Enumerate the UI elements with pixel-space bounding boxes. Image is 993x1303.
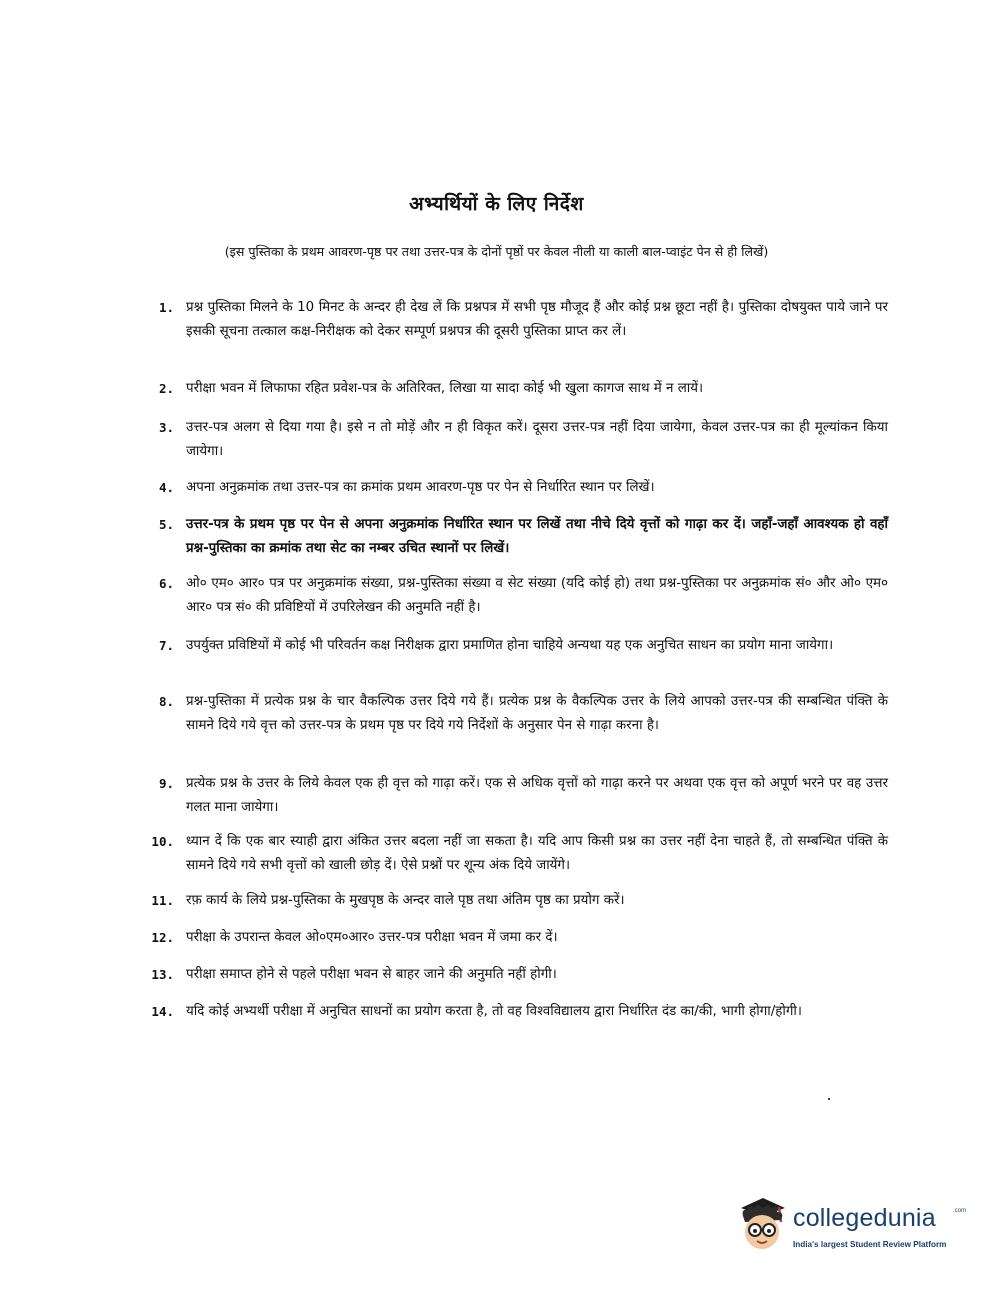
instruction-text: परीक्षा भवन में लिफाफा रहित प्रवेश-पत्र के अतिरिक्त, लिखा या सादा कोई भी खुला कागज साथ में न लायें। [186, 381, 704, 396]
instruction-number: 6. [158, 576, 174, 591]
instruction-item [148, 889, 888, 913]
brand-name: collegedunia [793, 1204, 936, 1232]
instruction-text: परीक्षा के उपरान्त केवल ओ०एम०आर० उत्तर-पत्र परीक्षा भवन में जमा कर दें। [186, 930, 558, 945]
instruction-number: 1. [158, 300, 174, 315]
instruction-text: प्रत्येक प्रश्न के उत्तर के लिये केवल एक ही वृत्त को गाढ़ा करें। एक से अधिक वृत्तों को गाढ़ा करने पर अथवा एक वृत्त को अपूर्ण भरने पर वह उत्तर गलत माना जायेगा। [186, 776, 888, 815]
instruction-number: 9. [158, 776, 174, 791]
instruction-item [148, 476, 888, 500]
collegedunia-watermark [735, 1194, 965, 1260]
instruction-text: ध्यान दें कि एक बार स्याही द्वारा अंकित उत्तर बदला नहीं जा सकता है। यदि आप किसी प्रश्न का उत्तर नहीं देना चाहते हैं, तो सम्बन्धित पंक्ति के सामने दिये गये सभी वृत्तों को खाली छोड़ दें। ऐसे प्रश्नों पर शून्य अंक दिये जायेंगे। [186, 834, 888, 873]
instruction-text: ओ० एम० आर० पत्र पर अनुक्रमांक संख्या, प्रश्न-पुस्तिका संख्या व सेट संख्या (यदि कोई हो) तथा प्रश्न-पुस्तिका पर अनुक्रमांक सं० और ओ० एम० आर० पत्र सं० की प्रविष्टियों में उपरिलेखन की अनुमति नहीं है। [186, 576, 888, 615]
page-subtitle: (इस पुस्तिका के प्रथम आवरण-पृष्ठ पर तथा उत्तर-पत्र के दोनों पृष्ठों पर केवल नीली या काली बाल-प्वाइंट पेन से ही लिखें) [224, 244, 769, 259]
instruction-text: अपना अनुक्रमांक तथा उत्तर-पत्र का क्रमांक प्रथम आवरण-पृष्ठ पर पेन से निर्धारित स्थान पर लिखें। [186, 480, 655, 495]
instruction-number: 5. [158, 517, 174, 532]
instruction-number: 8. [158, 694, 174, 709]
page-title: अभ्यर्थियों के लिए निर्देश [409, 193, 584, 215]
instruction-item [148, 830, 888, 878]
instruction-item [148, 296, 888, 344]
instruction-text: परीक्षा समाप्त होने से पहले परीक्षा भवन से बाहर जाने की अनुमति नहीं होगी। [186, 967, 557, 982]
instruction-number: 11. [151, 893, 174, 908]
instruction-number: 3. [158, 420, 174, 435]
instruction-item [148, 377, 888, 401]
brand-domain: .com [953, 1208, 967, 1214]
instruction-text: रफ़ कार्य के लिये प्रश्न-पुस्तिका के मुखपृष्ठ के अन्दर वाले पृष्ठ तथा अंतिम पृष्ठ का प्रयोग करें। [186, 893, 625, 908]
instruction-item [148, 772, 888, 820]
instruction-number: 4. [158, 480, 174, 495]
instruction-item [148, 572, 888, 620]
instruction-item [148, 690, 888, 738]
instruction-item [148, 513, 888, 561]
scan-speck [828, 1098, 830, 1100]
instruction-number: 12. [151, 930, 174, 945]
instruction-text: उत्तर-पत्र के प्रथम पृष्ठ पर पेन से अपना अनुक्रमांक निर्धारित स्थान पर लिखें तथा नीचे दिये वृत्तों को गाढ़ा कर दें। जहाँ-जहाँ आवश्यक हो वहाँ प्रश्न-पुस्तिका का क्रमांक तथा सेट का नम्बर उचित स्थानों पर लिखें। [186, 517, 888, 556]
instruction-number: 13. [151, 967, 174, 982]
instruction-text: प्रश्न पुस्तिका मिलने के 10 मिनट के अन्दर ही देख लें कि प्रश्नपत्र में सभी पृष्ठ मौजूद हैं और कोई प्रश्न छूटा नहीं है। पुस्तिका दोषयुक्त पाये जाने पर इसकी सूचना तत्काल कक्ष-निरीक्षक को देकर सम्पूर्ण प्रश्नपत्र की दूसरी पुस्तिका प्राप्त कर लें। [186, 300, 888, 339]
instruction-number: 10. [151, 834, 174, 849]
instruction-item [148, 634, 888, 658]
brand-tagline: India's largest Student Review Platform [793, 1240, 947, 1249]
instruction-item [148, 1000, 888, 1024]
instruction-number: 7. [158, 638, 174, 653]
instruction-item [148, 926, 888, 950]
instruction-text: उपर्युक्त प्रविष्टियों में कोई भी परिवर्तन कक्ष निरीक्षक द्वारा प्रमाणित होना चाहिये अन्यथा यह एक अनुचित साधन का प्रयोग माना जायेगा। [186, 638, 834, 653]
instruction-number: 2. [158, 381, 174, 396]
instruction-number: 14. [151, 1004, 174, 1019]
instruction-item [148, 963, 888, 987]
instruction-text: यदि कोई अभ्यर्थी परीक्षा में अनुचित साधनों का प्रयोग करता है, तो वह विश्वविद्यालय द्वारा निर्धारित दंड का/की, भागी होगा/होगी। [186, 1004, 802, 1019]
instruction-text: उत्तर-पत्र अलग से दिया गया है। इसे न तो मोड़ें और न ही विकृत करें। दूसरा उत्तर-पत्र नहीं दिया जायेगा, केवल उत्तर-पत्र का ही मूल्यांकन किया जायेगा। [186, 420, 888, 459]
instruction-item [148, 416, 888, 464]
student-mascot-icon [735, 1194, 791, 1256]
instruction-text: प्रश्न-पुस्तिका में प्रत्येक प्रश्न के चार वैकल्पिक उत्तर दिये गये हैं। प्रत्येक प्रश्न के वैकल्पिक उत्तर के लिये आपको उत्तर-पत्र की सम्बन्धित पंक्ति के सामने दिये गये वृत्त को उत्तर-पत्र के प्रथम पृष्ठ पर दिये गये निर्देशों के अनुसार पेन से गाढ़ा करना है। [186, 694, 888, 733]
